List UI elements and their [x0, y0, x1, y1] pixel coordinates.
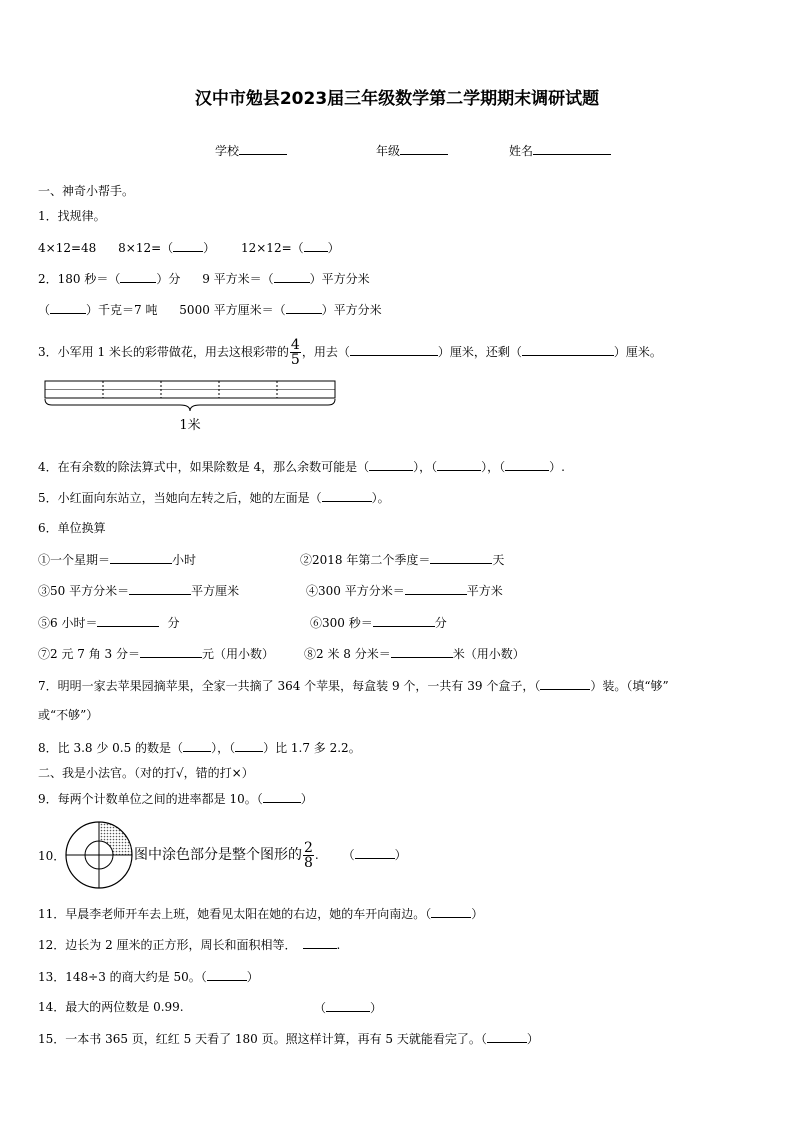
grade-blank[interactable]	[400, 142, 448, 155]
q14-answer	[314, 999, 382, 1016]
school-field[interactable]	[215, 142, 287, 159]
q6-item-7-unit: 元（用小数）	[201, 647, 274, 661]
q4-blank-2[interactable]	[437, 458, 481, 471]
q8-blank-1[interactable]	[183, 739, 211, 752]
q7-text-a: 7．明明一家去苹果园摘苹果，全家一共摘了 364 个苹果，每盒装 9 个，一共有 39 个盒子，（	[38, 679, 541, 693]
q9-text: 9．每两个计数单位之间的进率都是 10。（	[38, 792, 263, 806]
q10-blank[interactable]	[355, 846, 395, 859]
q4-blank-1[interactable]	[369, 458, 413, 471]
q7-line1	[38, 677, 669, 694]
q8-text-a: 8．比 3.8 少 0.5 的数是（	[38, 741, 184, 755]
grade-label: 年级	[376, 144, 401, 158]
q2-blank-a[interactable]	[120, 270, 156, 283]
q10-text: 图中涂色部分是整个图形的	[134, 847, 302, 863]
q5-text: 5．小红面向东站立，当她向左转之后，她的左面是（	[38, 491, 322, 505]
q6-item-6-blank[interactable]	[373, 614, 435, 627]
section-2-heading: 二、我是小法官。（对的打√，错的打×）	[38, 766, 254, 780]
q2-text-h: ）平方分米	[321, 303, 382, 317]
q6-item-5	[38, 614, 179, 631]
q6-item-4-unit: 平方米	[466, 584, 503, 598]
q15-blank[interactable]	[487, 1030, 527, 1043]
q6-item-7	[38, 645, 274, 662]
q6-item-1-blank[interactable]	[110, 551, 172, 564]
q13-line	[38, 968, 259, 985]
q1-b-text: 8×12=（	[118, 241, 174, 255]
q2-text-c: 9 平方米＝（	[202, 272, 274, 286]
q2-text-f: ）千克＝7 吨	[86, 303, 158, 317]
q6-item-2-blank[interactable]	[430, 551, 492, 564]
q11-blank[interactable]	[431, 905, 471, 918]
q1-label: 1．找规律。	[38, 209, 106, 223]
q4-end: ）.	[549, 460, 565, 474]
q14-line	[38, 999, 184, 1015]
q6-item-2-text: ②2018 年第二个季度＝	[300, 553, 431, 567]
q10-line	[134, 838, 407, 872]
q13-text: 13．148÷3 的商大约是 50。（	[38, 970, 207, 984]
q2-text-e: （	[38, 303, 51, 317]
q6-item-7-blank[interactable]	[140, 645, 202, 658]
q6-item-5-unit: 分	[167, 616, 180, 630]
page-title: 汉中市勉县2023届三年级数学第二学期期末调研试题	[194, 89, 600, 109]
q12-blank[interactable]	[303, 936, 337, 949]
q4-sep-1: ），（	[413, 460, 438, 474]
q6-item-4	[306, 582, 503, 599]
q10-paren-close: ）	[394, 848, 407, 862]
q6-item-3-text: ③50 平方分米＝	[38, 584, 130, 598]
q1-c-blank[interactable]	[304, 239, 328, 252]
q12-text: 12．边长为 2 厘米的正方形，周长和面积相等．	[38, 938, 297, 952]
q14-blank[interactable]	[326, 999, 370, 1012]
q10-ring-figure	[64, 820, 134, 890]
q6-item-8-blank[interactable]	[391, 645, 453, 658]
q3-text-b: ，用去（	[301, 345, 350, 359]
q2-blank-g[interactable]	[286, 301, 322, 314]
q13-blank[interactable]	[207, 968, 247, 981]
q3-used-blank[interactable]	[350, 343, 438, 356]
q2-text-b: ）分	[156, 272, 181, 286]
q8-blank-2[interactable]	[235, 739, 263, 752]
q2-text-g: 5000 平方厘米＝（	[179, 303, 286, 317]
q6-item-6	[310, 614, 447, 631]
q2-text-a: 2．180 秒＝（	[38, 272, 121, 286]
q11-text: 11．早晨李老师开车去上班，她看见太阳在她的右边，她的车开向南边。（	[38, 907, 432, 921]
q6-item-4-blank[interactable]	[405, 582, 467, 595]
name-label: 姓名	[509, 144, 534, 158]
q6-item-8-text: ⑧2 米 8 分米＝	[304, 647, 391, 661]
q4-blank-3[interactable]	[505, 458, 549, 471]
q9-end: ）	[300, 792, 313, 806]
q6-label: 6．单位换算	[38, 521, 106, 535]
q1-b-blank[interactable]	[173, 239, 203, 252]
q6-item-3	[38, 582, 239, 599]
q1-c-text: 12×12=（	[240, 241, 304, 255]
q3-remain-blank[interactable]	[522, 343, 614, 356]
q5-line	[38, 489, 390, 506]
grade-field[interactable]	[376, 142, 448, 159]
q3-text-d: ）厘米。	[613, 345, 662, 359]
q6-item-4-text: ④300 平方分米＝	[306, 584, 405, 598]
q6-item-1	[38, 551, 196, 568]
q6-item-3-unit: 平方厘米	[191, 584, 240, 598]
q11-end: ）	[471, 907, 484, 921]
q9-line	[38, 790, 313, 807]
q3-frac-num: 4	[290, 337, 300, 353]
q6-item-5-blank[interactable]	[97, 614, 159, 627]
q12-end: .	[336, 938, 341, 952]
q6-item-1-unit: 小时	[172, 553, 197, 567]
q10-fraction	[303, 841, 314, 870]
q6-item-3-blank[interactable]	[129, 582, 191, 595]
q3-line	[38, 338, 662, 367]
q5-end: ）。	[371, 491, 390, 505]
q10-dot: .	[314, 848, 319, 862]
q3-text-a: 3．小军用 1 米长的彩带做花，用去这根彩带的	[38, 345, 289, 359]
q7-blank[interactable]	[540, 677, 590, 690]
q7-line2: 或“不够”）	[38, 708, 99, 722]
q9-blank[interactable]	[263, 790, 301, 803]
q10-label: 10．	[38, 849, 66, 863]
q10-paren-open: （	[342, 848, 355, 862]
name-field[interactable]	[509, 142, 611, 159]
q2-text-d: ）平方分米	[309, 272, 370, 286]
q6-item-8	[304, 645, 525, 662]
q6-item-7-text: ⑦2 元 7 角 3 分＝	[38, 647, 140, 661]
q10-frac-den: 8	[304, 855, 313, 871]
q12-line	[38, 936, 340, 953]
q15-text: 15．一本书 365 页，红红 5 天看了 180 页。照这样计算，再有 5 天就能看完了。（	[38, 1032, 487, 1046]
q2-line1	[38, 270, 370, 287]
q1-row	[38, 239, 340, 256]
q6-item-1-text: ①一个星期＝	[38, 553, 111, 567]
q6-item-2	[300, 551, 504, 568]
school-blank[interactable]	[239, 142, 287, 155]
q6-item-6-unit: 分	[434, 616, 447, 630]
q1-b-close: ）	[203, 241, 216, 255]
q15-end: ）	[526, 1032, 539, 1046]
q7-text-b: ）装。（填“够”	[590, 679, 669, 693]
q11-line	[38, 905, 483, 922]
q5-blank[interactable]	[322, 489, 372, 502]
q2-line2	[38, 301, 382, 318]
q3-text-c: ）厘米，还剩（	[437, 345, 522, 359]
q3-fraction	[290, 338, 301, 367]
q6-item-6-text: ⑥300 秒＝	[310, 616, 373, 630]
school-label: 学校	[215, 144, 240, 158]
q8-line	[38, 739, 361, 756]
q1-given: 4×12=48	[38, 241, 97, 255]
q2-blank-e[interactable]	[50, 301, 86, 314]
q14-paren-open: （	[314, 1001, 327, 1015]
q6-item-8-unit: 米（用小数）	[452, 647, 525, 661]
q8-text-c: ）比 1.7 多 2.2。	[263, 741, 361, 755]
ribbon-brace	[45, 399, 335, 411]
q6-item-2-unit: 天	[492, 553, 505, 567]
q15-line	[38, 1030, 539, 1047]
q14-text: 14．最大的两位数是 0.99.	[38, 1000, 184, 1014]
section-1-heading: 一、神奇小帮手。	[38, 184, 135, 198]
q13-end: ）	[246, 970, 259, 984]
ribbon	[45, 381, 335, 398]
q14-end: ）	[370, 1001, 383, 1015]
q6-item-5-text: ⑤6 小时＝	[38, 616, 98, 630]
q4-sep-2: ），（	[481, 460, 506, 474]
ribbon-figure	[40, 378, 342, 436]
q8-text-b: ），（	[211, 741, 236, 755]
q2-blank-c[interactable]	[274, 270, 310, 283]
q4-text: 4．在有余数的除法算式中，如果除数是 4，那么余数可能是（	[38, 460, 370, 474]
q10-frac-num: 2	[304, 840, 313, 856]
q4-line	[38, 458, 565, 475]
q1-c-close: ）	[327, 241, 340, 255]
ribbon-label: 1米	[179, 418, 201, 433]
name-blank[interactable]	[533, 142, 611, 155]
q3-frac-den: 5	[290, 352, 300, 368]
